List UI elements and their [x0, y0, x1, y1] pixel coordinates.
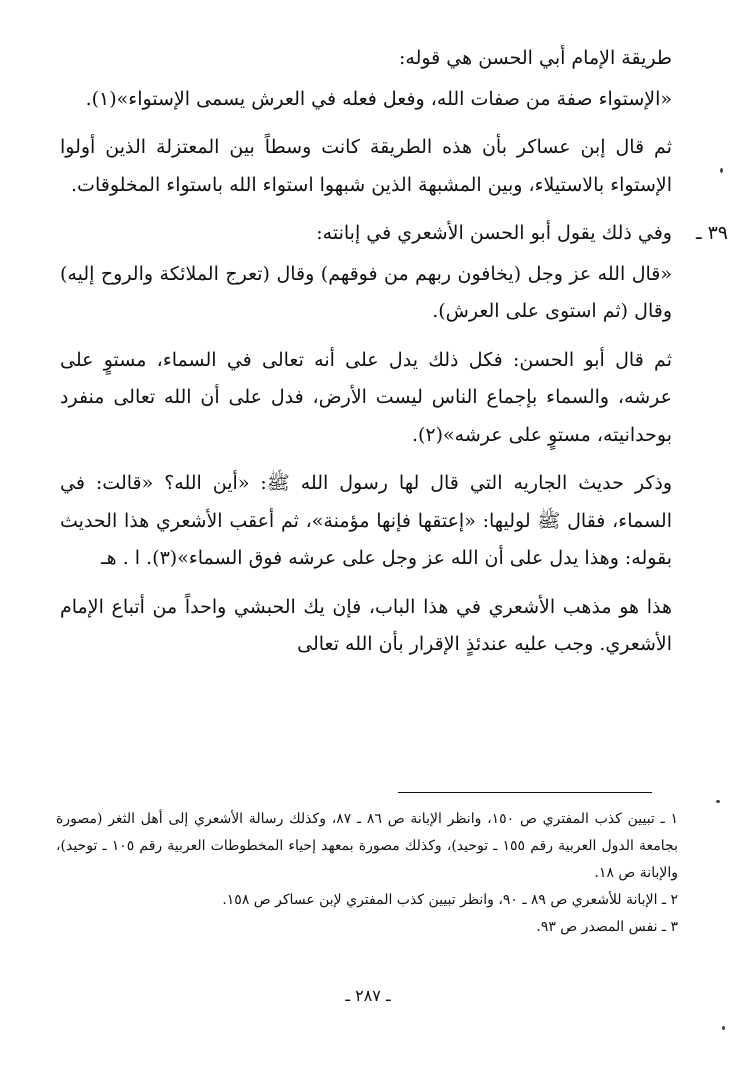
paragraph-ibn-asakir: ثم قال إبن عساكر بأن هذه الطريقة كانت وسطاً بين المعتزلة الذين أولوا الإستواء بالاستيلاء، وبين المشبهة الذين شبهوا استواء الله باستواء المخلوقات. — [60, 136, 672, 196]
footnote-3: ٣ ـ نفس المصدر ص ٩٣. — [536, 919, 678, 935]
item-number: ٣٩ ـ — [695, 222, 728, 244]
footnote-2: ٢ ـ الإبانة للأشعري ص ٨٩ ـ ٩٠، وانظر تبيين كذب المفتري لإبن عساكر ص ١٥٨. — [222, 892, 678, 908]
quote-quran-verses: «قال الله عز وجل (يخافون ربهم من فوقهم) وقال (تعرج الملائكة والروح إليه) وقال (ثم استوى على العرش). — [60, 262, 672, 322]
paragraph-abu-al-hasan: ثم قال أبو الحسن: فكل ذلك يدل على أنه تعالى في السماء، مستوٍ على عرشه، والسماء بإجماع الناس ليست الأرض، فدل على أن الله تعالى منفرد بوحدانيته، مستوٍ على عرشه»(٢). — [60, 348, 672, 446]
main-text — [60, 40, 728, 675]
paragraph-hadith-jariya: وذكر حديث الجاريه التي قال لها رسول الله ﷺ: «أين الله؟ «قالت: في السماء، فقال ﷺ لوليها: «إعتقها فإنها مؤمنة»، ثم أعقب الأشعري هذا الحديث بقوله: وهذا يدل على أن الله عز وجل على عرشه فوق السماء»(٣). ا . هـ — [60, 472, 672, 569]
paragraph-conclusion: هذا هو مذهب الأشعري في هذا الباب، فإن يك الحبشي واحداً من أتباع الإمام الأشعري. وجب عليه عندئذٍ الإقرار بأن الله تعالى — [60, 595, 672, 655]
scan-speck — [716, 800, 720, 803]
page-number: ـ ٢٨٧ ـ — [345, 986, 391, 1005]
numbered-item-39 — [60, 215, 728, 253]
footnotes — [56, 806, 678, 941]
quote-istiwa: «الإستواء صفة من صفات الله، وفعل فعله في العرش يسمى الإستواء»(١). — [85, 87, 672, 110]
scan-speck — [722, 1026, 725, 1030]
paragraph-intro: طريقة الإمام أبي الحسن هي قوله: — [398, 47, 672, 69]
footnote-1: ١ ـ تبيين كذب المفتري ص ١٥٠، وانظر الإبانة ص ٨٦ ـ ٨٧، وكذلك رسالة الأشعري إلى أهل الثغر (مصورة بجامعة الدول العربية رقم ١٥٥ ـ توحيد)، وكذلك مصورة بمعهد إحياء المخطوطات العربية رقم ١٠٥ ـ توحيد)، والإبانة ص ١٨. — [56, 811, 678, 881]
footnote-divider — [398, 792, 652, 793]
paragraph-ashari-ibana: وفي ذلك يقول أبو الحسن الأشعري في إبانته: — [316, 222, 672, 244]
scan-speck — [720, 168, 723, 173]
